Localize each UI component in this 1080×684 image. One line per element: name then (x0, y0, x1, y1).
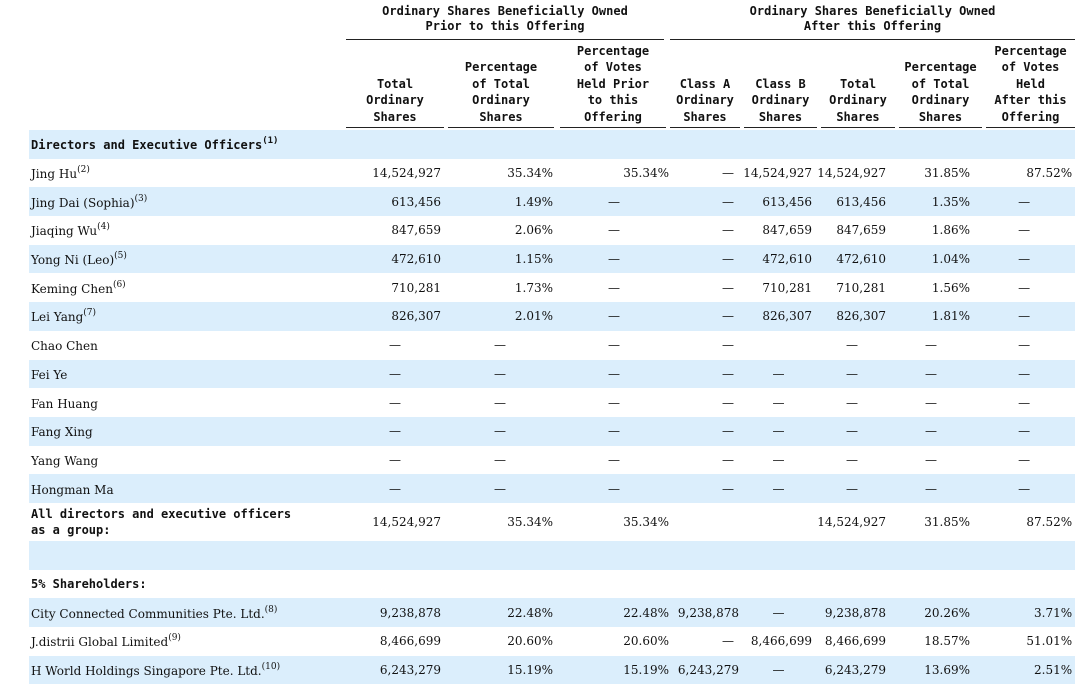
cell-after-class-b: — (742, 417, 815, 446)
cell-before-pct-total: 15.19% (444, 656, 556, 684)
cell-after-pct-total: — (925, 452, 937, 467)
spacer-cell (29, 541, 1075, 570)
cell-after-class-a: 9,238,878 (672, 598, 742, 627)
cell-after-pct-votes: 51.01% (1026, 634, 1073, 649)
col-header-rule (346, 127, 444, 128)
cell-after-class-a: — (672, 245, 742, 274)
cell-after-pct-total: — (889, 417, 973, 446)
cell-after-pct-total: 1.81% (889, 302, 973, 331)
section-directors-text: Directors and Executive Officers (31, 138, 263, 153)
cell-before-pct-votes: — (608, 338, 620, 353)
cell-before-total-shares: 826,307 (346, 302, 444, 331)
cell-after-pct-total: — (925, 338, 937, 353)
cell-before-pct-total: 2.01% (444, 302, 556, 331)
cell-after-pct-total: — (925, 395, 937, 410)
table-row (29, 187, 1075, 216)
cell-after-total-shares: 847,659 (836, 223, 886, 238)
holder-name: H World Holdings Singapore Pte. Ltd. (31, 664, 262, 679)
cell-before-pct-votes: — (556, 417, 672, 446)
cell-before-total-shares: 847,659 (391, 223, 441, 238)
cell-before-total-shares: 613,456 (346, 187, 444, 216)
col-header-after-pct-total (899, 40, 982, 125)
cell-after-class-a: — (672, 302, 742, 331)
footnote-ref: (9) (168, 633, 181, 644)
col-header-after-class-a (670, 40, 740, 125)
holder-name: Jing Hu (31, 167, 78, 182)
footnote-ref: (10) (261, 662, 281, 673)
cell-before-pct-votes: — (556, 302, 672, 331)
cell-after-pct-votes: — (1018, 338, 1031, 353)
cell-before-pct-votes: 35.34% (623, 514, 669, 529)
col-header-label: Class B Ordinary Shares (751, 76, 810, 124)
header-group-before: Ordinary Shares Beneficially Owned Prior to this Offering (382, 4, 628, 33)
table-row (29, 331, 1075, 360)
cell-after-pct-votes: — (973, 474, 1075, 503)
footnote-ref: (4) (97, 222, 110, 233)
cell-before-pct-total: 2.06% (514, 223, 553, 238)
cell-before-pct-total: 22.48% (444, 598, 556, 627)
cell-before-total-shares: 6,243,279 (346, 656, 444, 684)
table-row (29, 245, 1075, 274)
cell-before-pct-votes: 15.19% (556, 656, 672, 684)
col-header-after-pct-votes (986, 40, 1075, 125)
holder-name: Jing Dai (Sophia) (31, 195, 135, 210)
row-label (29, 159, 346, 188)
cell-after-pct-votes: — (973, 302, 1075, 331)
table-row (29, 656, 1075, 684)
col-header-rule (670, 127, 740, 128)
cell-after-total-shares: 6,243,279 (815, 656, 889, 684)
footnote-ref: (7) (83, 308, 97, 319)
section-shareholders-row (29, 570, 1075, 599)
cell-after-class-a: — (722, 338, 734, 353)
row-label (29, 273, 346, 302)
cell-before-pct-votes: — (608, 280, 620, 295)
cell-after-total-shares: 9,238,878 (815, 598, 889, 627)
group-total-row (29, 503, 1075, 541)
holder-name: Keming Chen (31, 281, 113, 296)
holder-name: Fan Huang (31, 396, 98, 411)
cell-before-pct-total: — (494, 452, 506, 467)
cell-after-total-shares: 14,524,927 (817, 514, 886, 529)
section-directors-row (29, 130, 1075, 159)
cell-before-total-shares: — (389, 338, 401, 353)
col-header-rule (899, 127, 982, 128)
col-header-label: Percentage of Total Ordinary Shares (464, 60, 538, 124)
cell-after-class-b: — (742, 598, 815, 627)
header-group-after: Ordinary Shares Beneficially Owned After this Offering (749, 4, 996, 33)
cell-after-class-b: — (742, 474, 815, 503)
table-row (29, 159, 1075, 188)
col-header-label: Percentage of Votes Held Prior to this Offering (576, 43, 650, 124)
holder-name: Yong Ni (Leo) (31, 253, 115, 268)
cell-after-total-shares: — (846, 338, 858, 353)
cell-before-pct-votes: 20.60% (623, 634, 669, 649)
cell-after-pct-votes: — (1018, 223, 1031, 238)
footnote-ref: (5) (114, 251, 127, 262)
cell-before-pct-votes: — (556, 360, 672, 389)
row-label (29, 474, 346, 503)
col-header-after-total-shares (821, 40, 895, 125)
cell-before-total-shares: 14,524,927 (372, 166, 441, 181)
cell-after-pct-total: 1.56% (931, 280, 970, 295)
footnote-ref: (2) (77, 165, 90, 176)
col-header-before-pct-votes (560, 40, 666, 125)
cell-after-pct-votes: 2.51% (973, 656, 1075, 684)
cell-after-class-a: — (722, 395, 734, 410)
cell-after-pct-total: 31.85% (924, 166, 970, 181)
cell-before-pct-votes: 35.34% (623, 166, 669, 181)
row-label (29, 598, 346, 627)
row-label (29, 627, 346, 656)
footnote-ref: (8) (264, 604, 278, 615)
cell-after-pct-votes: — (1018, 280, 1031, 295)
cell-after-pct-votes: 3.71% (973, 598, 1075, 627)
cell-before-pct-total: — (444, 360, 556, 389)
cell-before-pct-votes: — (556, 474, 672, 503)
cell-before-total-shares: 8,466,699 (379, 634, 441, 649)
cell-after-total-shares: 8,466,699 (824, 634, 886, 649)
cell-after-class-b: 826,307 (742, 302, 815, 331)
cell-before-pct-total: 1.73% (514, 280, 553, 295)
holder-name: Jiaqing Wu (31, 224, 98, 239)
row-label (29, 302, 346, 331)
cell-before-total-shares: — (389, 452, 401, 467)
row-label (29, 388, 346, 417)
cell-before-total-shares: 710,281 (391, 280, 441, 295)
table-row (29, 446, 1075, 475)
row-label (29, 417, 346, 446)
cell-after-pct-total: 20.26% (889, 598, 973, 627)
col-header-rule (821, 127, 895, 128)
cell-before-pct-total: 1.49% (444, 187, 556, 216)
holder-name: Lei Yang (31, 310, 84, 325)
cell-after-class-b: — (772, 395, 785, 410)
col-header-label: Total Ordinary Shares (366, 76, 424, 124)
cell-after-pct-total: 1.04% (889, 245, 973, 274)
cell-after-total-shares: — (815, 474, 889, 503)
row-label (29, 331, 346, 360)
cell-after-total-shares: — (815, 360, 889, 389)
cell-after-pct-votes: — (973, 245, 1075, 274)
section-directors-label (29, 130, 1075, 159)
footnote-ref: (1) (262, 136, 279, 147)
col-header-label: Percentage of Total Ordinary Shares (904, 60, 977, 124)
col-header-label: Class A Ordinary Shares (676, 76, 734, 124)
cell-before-pct-votes: — (608, 223, 620, 238)
cell-before-pct-total: 35.34% (507, 166, 553, 181)
table-row (29, 474, 1075, 503)
col-header-before-total-shares (346, 40, 444, 125)
cell-before-pct-total: 20.60% (507, 634, 553, 649)
cell-after-total-shares: 14,524,927 (817, 166, 886, 181)
cell-after-class-a: — (722, 634, 734, 649)
table-row (29, 417, 1075, 446)
cell-after-class-a (672, 503, 742, 541)
cell-before-pct-total: 35.34% (507, 514, 553, 529)
cell-before-pct-total: — (494, 395, 506, 410)
cell-before-total-shares: — (389, 395, 401, 410)
holder-name: Fang Xing (31, 425, 93, 440)
cell-after-pct-total: 1.35% (889, 187, 973, 216)
footnote-ref: (6) (112, 279, 126, 290)
footnote-ref: (3) (134, 193, 148, 204)
cell-after-class-a: — (722, 166, 734, 181)
cell-after-total-shares: — (846, 395, 858, 410)
cell-after-total-shares: 472,610 (815, 245, 889, 274)
cell-before-total-shares: — (346, 417, 444, 446)
cell-after-pct-votes: — (973, 360, 1075, 389)
row-label (29, 360, 346, 389)
row-label (29, 446, 346, 475)
cell-before-pct-votes: 22.48% (556, 598, 672, 627)
cell-after-pct-votes: 87.52% (1026, 166, 1073, 181)
cell-before-pct-votes: — (608, 395, 620, 410)
cell-before-total-shares: 14,524,927 (372, 514, 441, 529)
cell-after-class-a: — (722, 223, 734, 238)
cell-after-total-shares: 826,307 (815, 302, 889, 331)
cell-before-pct-votes: — (556, 245, 672, 274)
spacer-row (29, 541, 1075, 570)
cell-before-total-shares: — (346, 474, 444, 503)
table-row (29, 360, 1075, 389)
col-header-label: Total Ordinary Shares (829, 76, 887, 124)
cell-after-total-shares: 613,456 (815, 187, 889, 216)
cell-before-total-shares: — (346, 360, 444, 389)
cell-after-class-a: — (722, 452, 734, 467)
row-label: All directors and executive officers as a group: (31, 506, 292, 537)
cell-before-pct-total: 1.15% (444, 245, 556, 274)
cell-after-total-shares: — (846, 452, 858, 467)
col-header-label: Percentage of Votes Held After this Offering (994, 43, 1067, 124)
cell-after-total-shares: — (815, 417, 889, 446)
cell-after-class-b: 8,466,699 (750, 634, 812, 649)
row-label (29, 187, 346, 216)
cell-after-pct-votes: — (1018, 395, 1031, 410)
cell-after-class-b: — (742, 656, 815, 684)
cell-before-pct-total: — (444, 474, 556, 503)
cell-after-class-b (742, 331, 815, 360)
cell-after-class-b (742, 503, 815, 541)
cell-after-pct-total: — (889, 360, 973, 389)
cell-after-pct-total: — (889, 474, 973, 503)
cell-before-pct-total: — (494, 338, 506, 353)
cell-after-pct-total: 13.69% (889, 656, 973, 684)
col-header-rule (744, 127, 817, 128)
cell-after-class-b: 14,524,927 (743, 166, 812, 181)
table-row (29, 627, 1075, 656)
cell-after-class-a: — (722, 280, 734, 295)
cell-after-class-b: 847,659 (762, 223, 812, 238)
row-label (29, 216, 346, 245)
table-row (29, 388, 1075, 417)
cell-after-class-a: — (672, 360, 742, 389)
col-header-before-pct-total (448, 40, 554, 125)
holder-name: J.distrii Global Limited (31, 635, 169, 650)
table-row (29, 216, 1075, 245)
cell-before-pct-votes: — (556, 187, 672, 216)
cell-after-class-a: 6,243,279 (672, 656, 742, 684)
col-header-rule (560, 127, 666, 128)
cell-after-class-b: 613,456 (742, 187, 815, 216)
col-header-rule (986, 127, 1075, 128)
cell-after-pct-votes: 87.52% (1026, 514, 1073, 529)
col-header-after-class-b (744, 40, 817, 125)
col-header-rule (448, 127, 554, 128)
cell-after-pct-votes: — (973, 187, 1075, 216)
cell-after-pct-votes: — (973, 417, 1075, 446)
cell-after-class-b: — (772, 452, 785, 467)
cell-before-pct-total: — (444, 417, 556, 446)
cell-after-class-b: 710,281 (762, 280, 812, 295)
cell-after-class-b: — (742, 360, 815, 389)
table-row (29, 598, 1075, 627)
row-label (29, 245, 346, 274)
table-row (29, 302, 1075, 331)
cell-after-class-a: — (672, 474, 742, 503)
holder-name: Yang Wang (31, 453, 99, 468)
cell-after-total-shares: 710,281 (836, 280, 886, 295)
holder-name: Chao Chen (31, 339, 98, 354)
section-shareholders-text: 5% Shareholders: (31, 576, 147, 591)
cell-after-class-b: 472,610 (742, 245, 815, 274)
cell-before-total-shares: 472,610 (346, 245, 444, 274)
cell-after-pct-total: 18.57% (924, 634, 970, 649)
section-shareholders-label (29, 570, 1075, 599)
cell-before-pct-votes: — (608, 452, 620, 467)
cell-after-pct-total: 1.86% (931, 223, 970, 238)
holder-name: City Connected Communities Pte. Ltd. (31, 606, 265, 621)
cell-after-class-a: — (672, 187, 742, 216)
row-label (29, 656, 346, 684)
cell-after-class-a: — (672, 417, 742, 446)
holder-name: Hongman Ma (31, 482, 114, 497)
cell-after-pct-total: 31.85% (924, 514, 970, 529)
table-row (29, 273, 1075, 302)
ownership-table (29, 130, 1075, 684)
cell-before-total-shares: 9,238,878 (346, 598, 444, 627)
holder-name: Fei Ye (31, 367, 68, 382)
cell-after-pct-votes: — (1018, 452, 1031, 467)
